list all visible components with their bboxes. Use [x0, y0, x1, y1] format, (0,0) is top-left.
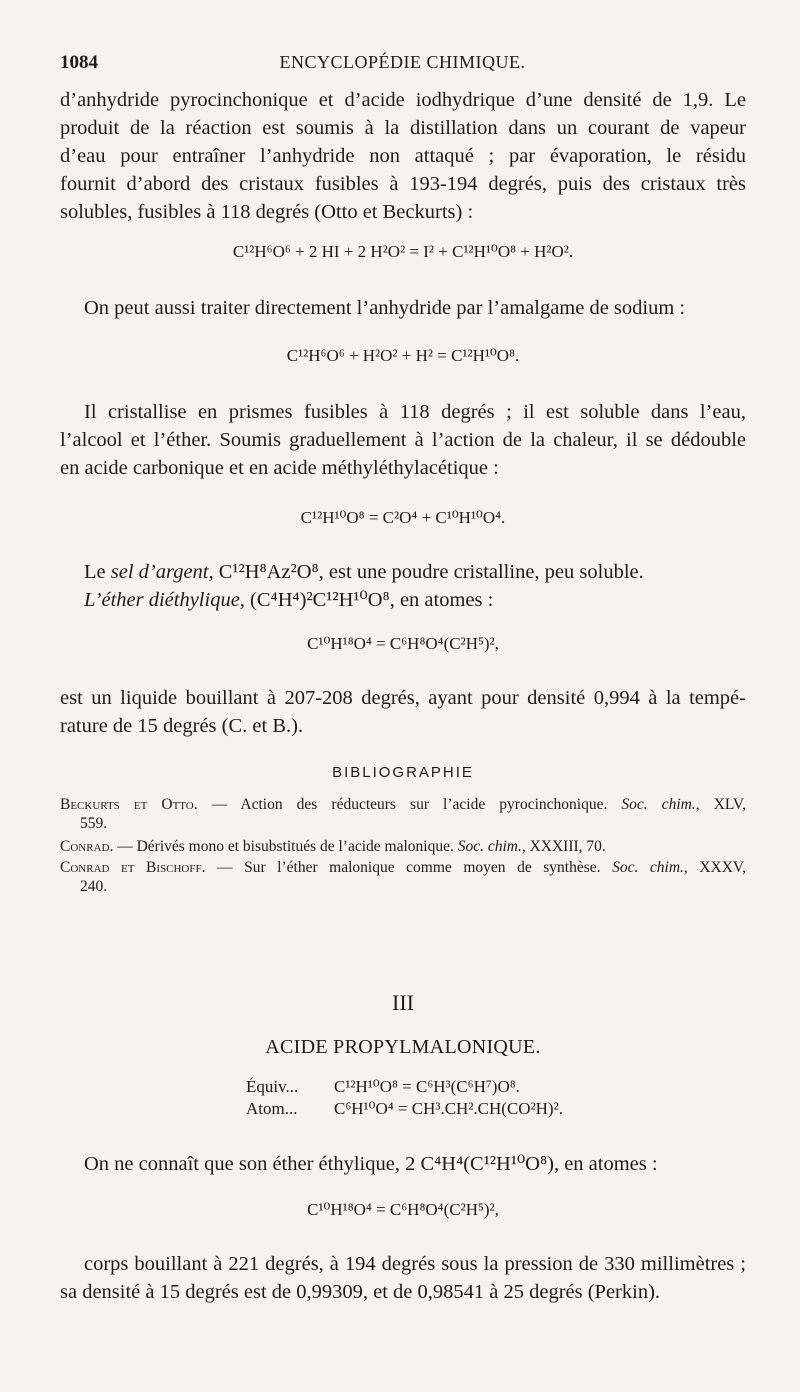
- formula-value: C⁶H¹⁰O⁴ = CH³.CH².CH(CO²H)².: [334, 1099, 563, 1118]
- bib-line: [60, 837, 746, 856]
- bib-journal: Soc. chim.: [621, 796, 696, 813]
- text-line: Il cristallise en prismes fusibles à 118 degrés ; il est soluble dans l’eau,: [84, 401, 746, 423]
- running-title: ENCYCLOPÉDIE CHIMIQUE.: [279, 52, 526, 72]
- bib-line-cont: 559.: [80, 815, 108, 832]
- paragraph-4: [60, 558, 746, 614]
- paragraph-1: [60, 86, 746, 226]
- formula-value: C¹²H¹⁰O⁸ = C⁶H³(C⁶H⁷)O⁸.: [334, 1077, 520, 1096]
- text-line: fournit d’abord des cristaux fusibles à 193-194 degrés, puis des cristaux très: [60, 173, 746, 195]
- bibliography-entry: [60, 795, 746, 833]
- bib-line: [60, 858, 746, 877]
- text-run: C¹²H⁸Az²O⁸, est une poudre cristalline, peu soluble.: [213, 561, 644, 583]
- bib-author: Beckurts et Otto.: [60, 796, 198, 813]
- equation-1: C¹²H⁶O⁶ + 2 HI + 2 H²O² = I² + C¹²H¹⁰O⁸ + H²O².: [232, 242, 574, 261]
- bib-text: , XXXV,: [683, 859, 747, 876]
- text-line: est un liquide bouillant à 207-208 degrés, ayant pour densité 0,994 à la tempé-: [60, 687, 746, 709]
- equation-5: C¹⁰H¹⁸O⁴ = C⁶H⁸O⁴(C²H⁵)²,: [307, 1200, 499, 1219]
- text-line: [60, 558, 746, 586]
- formula-label: Équiv...: [246, 1077, 299, 1096]
- bib-line-cont: 240.: [80, 878, 108, 895]
- bib-text: — Action des réducteurs sur l’acide pyrocinchonique.: [197, 796, 622, 813]
- paragraph-7: [60, 1250, 746, 1306]
- section-number: III: [392, 990, 414, 1015]
- text-line: d’eau pour entraîner l’anhydride non attaqué ; par évaporation, le résidu: [60, 145, 746, 167]
- paragraph-5: [60, 684, 746, 740]
- text-line: corps bouillant à 221 degrés, à 194 degrés sous la pression de 330 millimètres ;: [84, 1253, 746, 1275]
- formula-label: Atom...: [246, 1099, 298, 1118]
- text-line: d’anhydride pyrocinchonique et d’acide iodhydrique d’une densité de 1,9. Le: [60, 89, 746, 111]
- text-line: sa densité à 15 degrés est de 0,99309, et de 0,98541 à 25 degrés (Perkin).: [60, 1281, 661, 1303]
- paragraph-6: [60, 1150, 746, 1178]
- text-run: (C⁴H⁴)²C¹²H¹⁰O⁸, en atomes :: [244, 589, 494, 611]
- text-line: produit de la réaction est soumis à la distillation dans un courant de vapeur: [60, 117, 746, 139]
- text-run: Le: [84, 561, 111, 583]
- text-line: rature de 15 degrés (C. et B.).: [60, 715, 304, 737]
- bib-line: [60, 795, 746, 814]
- text-line: On ne connaît que son éther éthylique, 2 C⁴H⁴(C¹²H¹⁰O⁸), en atomes :: [84, 1153, 658, 1175]
- text-line: solubles, fusibles à 118 degrés (Otto et Beckurts) :: [60, 201, 474, 223]
- section-title: ACIDE PROPYLMALONIQUE.: [265, 1036, 541, 1058]
- formula-row-equiv: [246, 1076, 520, 1098]
- formula-row-atom: [246, 1098, 563, 1120]
- equation-3: C¹²H¹⁰O⁸ = C²O⁴ + C¹⁰H¹⁰O⁴.: [300, 508, 506, 527]
- bib-author: Conrad et Bischoff.: [60, 859, 206, 876]
- bibliography-entry: [60, 858, 746, 896]
- page-number: 1084: [60, 52, 98, 73]
- bib-journal: Soc. chim.: [457, 838, 522, 855]
- bibliography-entry: [60, 837, 746, 856]
- paragraph-2: [60, 294, 746, 322]
- bib-text: , XXXIII, 70.: [521, 838, 606, 855]
- text-line: l’alcool et l’éther. Soumis graduellement à l’action de la chaleur, il se dédouble: [60, 429, 746, 451]
- bib-text: — Dérivés mono et bisubstitués de l’acide malonique.: [113, 838, 458, 855]
- text-line: On peut aussi traiter directement l’anhydride par l’amalgame de sodium :: [84, 297, 686, 319]
- bib-author: Conrad.: [60, 838, 114, 855]
- paragraph-3: [60, 398, 746, 482]
- bibliography-heading: BIBLIOGRAPHIE: [332, 764, 474, 781]
- equation-2: C¹²H⁶O⁶ + H²O² + H² = C¹²H¹⁰O⁸.: [286, 346, 520, 365]
- running-header: [60, 52, 745, 78]
- text-line: en acide carbonique et en acide méthyléthylacétique :: [60, 457, 499, 479]
- italic-term: sel d’argent,: [110, 561, 214, 583]
- equation-4: C¹⁰H¹⁸O⁴ = C⁶H⁸O⁴(C²H⁵)²,: [307, 634, 499, 653]
- bib-text: — Sur l’éther malonique comme moyen de synthèse.: [205, 859, 613, 876]
- bib-text: , XLV,: [695, 796, 747, 813]
- text-line: [60, 586, 746, 614]
- bib-journal: Soc. chim.: [612, 859, 684, 876]
- italic-term: L’éther diéthylique,: [84, 589, 245, 611]
